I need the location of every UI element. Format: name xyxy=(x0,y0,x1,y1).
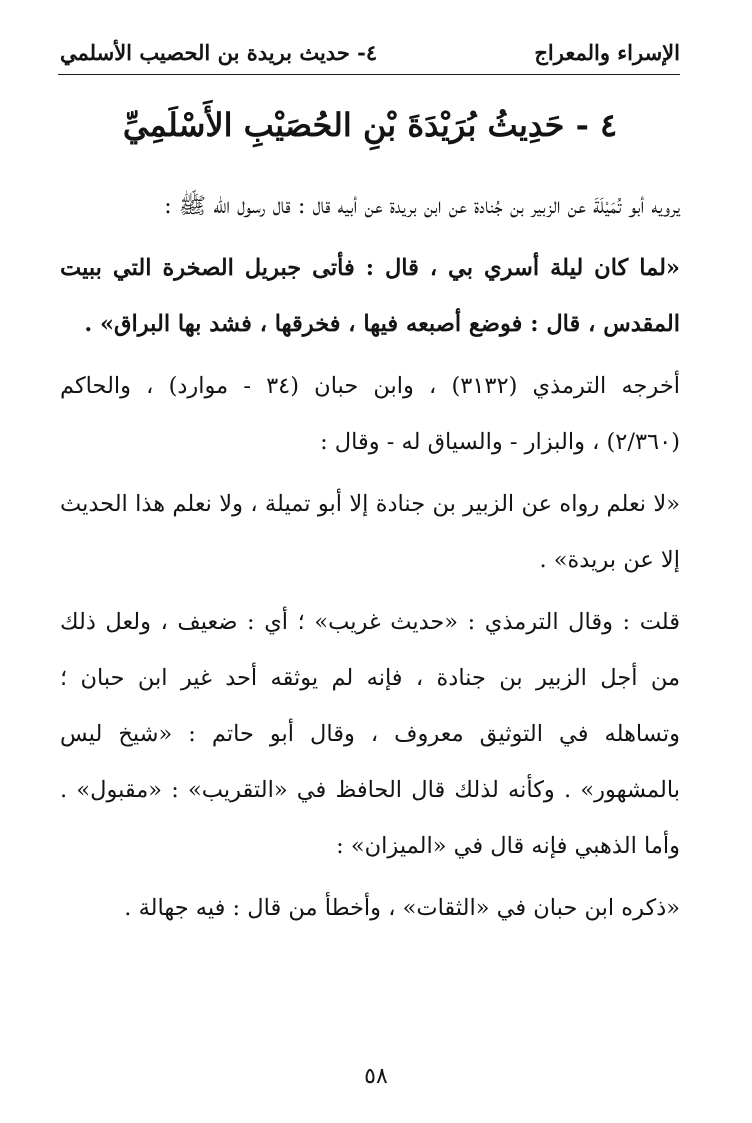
section-title: ٤- حديث بريدة بن الحصيب الأسلمي xyxy=(60,39,378,65)
paragraph-dhahabi-quote: «ذكره ابن حبان في «الثقات» ، وأخطأ من قال : فيه جهالة . xyxy=(124,895,680,921)
paragraph-commentary: قلت : وقال الترمذي : «حديث غريب» ؛ أي : ضعيف ، ولعل ذلك من أجل الزبير بن جنادة ، فإنه لم يوثقه أحد غير ابن حبان ؛ وتساهله في التوثيق معروف ، وقال أبو حاتم : «شيخ ليس بالمشهور» . وكأنه لذلك قال الحافظ في «التقريب» : «مقبول» . وأما الذهبي فإنه قال في «الميزان» : xyxy=(60,609,680,859)
chapter-heading: ٤ - حَدِيثُ بُرَيْدَةَ بْنِ الحُصَيْبِ الأَسْلَمِيِّ xyxy=(122,106,618,144)
paragraph-narration: يرويه أبو تُمَيْلَةَ عن الزبير بن جُنادة عن ابن بريدة عن أبيه قال : قال رسول الله ﷺ : xyxy=(164,193,680,219)
running-header xyxy=(60,34,680,70)
paragraph-bazzar-quote: «لا نعلم رواه عن الزبير بن جنادة إلا أبو تميلة ، ولا نعلم هذا الحديث إلا عن بريدة» . xyxy=(60,491,680,573)
header-rule xyxy=(58,74,680,75)
page-number: ٥٨ xyxy=(364,1064,388,1089)
body-text xyxy=(60,178,680,936)
paragraph-hadith-text: «لما كان ليلة أسري بي ، قال : فأتى جبريل الصخرة التي ببيت المقدس ، قال : فوضع أصبعه فيها ، فخرقها ، فشد بها البراق» . xyxy=(60,255,680,337)
book-title: الإسراء والمعراج xyxy=(534,39,680,65)
paragraph-takhrij: أخرجه الترمذي (٣١٣٢) ، وابن حبان (٣٤ - موارد) ، والحاكم (٢/٣٦٠) ، والبزار - والسياق له - وقال : xyxy=(60,373,680,455)
